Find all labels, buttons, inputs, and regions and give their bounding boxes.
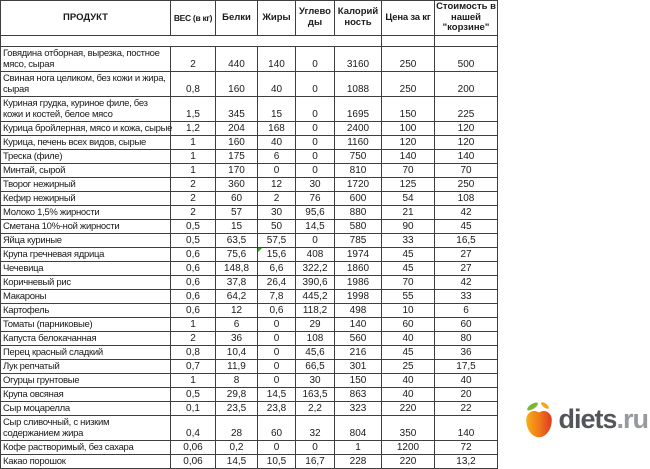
cell-protein: 170 [216, 163, 258, 177]
cell-cost: 27 [435, 261, 498, 275]
cell-protein: 29,8 [216, 387, 258, 401]
cell-weight: 0,6 [171, 261, 216, 275]
table-row [1, 373, 498, 387]
cell-protein: 75,6 [216, 247, 258, 261]
cell-fat: 40 [258, 71, 296, 96]
cell-calories: 750 [335, 149, 382, 163]
cell-protein: 148,8 [216, 261, 258, 275]
cell-product: Куриная грудка, куриное филе, без кожи и костей, белое мясо [1, 96, 171, 121]
logo-tld: .ru [616, 403, 648, 434]
cell-protein: 0,2 [216, 440, 258, 454]
cell-fat-with-error-marker-icon: 15,6 [258, 247, 296, 261]
cell-protein: 8 [216, 373, 258, 387]
cell-price: 70 [382, 275, 435, 289]
cell-fat: 0 [258, 373, 296, 387]
cell-protein: 57 [216, 205, 258, 219]
cell-product: Курица бройлерная, мясо и кожа, сырые [1, 121, 171, 135]
cell-cost: 27 [435, 247, 498, 261]
cell-product: Картофель [1, 303, 171, 317]
cell-weight: 0,6 [171, 289, 216, 303]
column-header-price: Цена за кг [382, 1, 435, 36]
cell-weight: 0,5 [171, 219, 216, 233]
cell-product: Сыр моцарелла [1, 401, 171, 415]
column-header-carbs: Углеводы [296, 1, 335, 36]
cell-carbs: 30 [296, 373, 335, 387]
header-row [1, 1, 498, 36]
cell-calories: 150 [335, 373, 382, 387]
cell-calories: 1088 [335, 71, 382, 96]
cell-weight: 2 [171, 46, 216, 71]
cell-weight: 0,6 [171, 303, 216, 317]
cell-fat: 0 [258, 440, 296, 454]
cell-weight: 0,6 [171, 275, 216, 289]
cell-price: 21 [382, 205, 435, 219]
cell-weight: 0,6 [171, 247, 216, 261]
cell-price: 125 [382, 177, 435, 191]
cell-fat: 0 [258, 317, 296, 331]
cell-weight: 0,5 [171, 233, 216, 247]
cell-price: 220 [382, 401, 435, 415]
cell-weight: 0,5 [171, 387, 216, 401]
cell-fat: 23,8 [258, 401, 296, 415]
cell-carbs: 408 [296, 247, 335, 261]
cell-fat: 50 [258, 219, 296, 233]
cell-cost: 108 [435, 191, 498, 205]
cell-cost: 60 [435, 317, 498, 331]
cell-calories: 216 [335, 345, 382, 359]
table-row [1, 454, 498, 468]
cell-fat: 0 [258, 331, 296, 345]
cell-carbs: 0 [296, 121, 335, 135]
cell-protein: 160 [216, 71, 258, 96]
column-header-cost: Стоимость в нашей "корзине" [436, 1, 496, 33]
cell-fat: 168 [258, 121, 296, 135]
table-row [1, 415, 498, 440]
column-header-product: ПРОДУКТ [1, 1, 171, 36]
cell-product: Говядина отборная, вырезка, постное мясо, сырая [1, 46, 171, 71]
cell-calories: 600 [335, 191, 382, 205]
cell-fat: 140 [258, 46, 296, 71]
cell-product: Сметана 10%-ной жирности [1, 219, 171, 233]
table-row [1, 275, 498, 289]
cell-carbs: 0 [296, 46, 335, 71]
cell-product: Сыр сливочный, с низким содержанием жира [1, 415, 171, 440]
table-body [1, 35, 498, 468]
table-row [1, 303, 498, 317]
cell-price: 33 [382, 233, 435, 247]
blank-row [1, 35, 498, 46]
cell-fat: 6 [258, 149, 296, 163]
cell-weight: 0,7 [171, 359, 216, 373]
table-row [1, 331, 498, 345]
cell-price: 90 [382, 219, 435, 233]
cell-price: 55 [382, 289, 435, 303]
cell-calories: 1986 [335, 275, 382, 289]
table-row [1, 247, 498, 261]
cell-price: 1200 [382, 440, 435, 454]
cell-carbs: 95,6 [296, 205, 335, 219]
cell-cost: 36 [435, 345, 498, 359]
cell-fat: 30 [258, 205, 296, 219]
table-row [1, 387, 498, 401]
cell-fat: 12 [258, 177, 296, 191]
cell-carbs: 118,2 [296, 303, 335, 317]
cell-product: Макароны [1, 289, 171, 303]
cell-product: Минтай, сырой [1, 163, 171, 177]
cell-cost: 33 [435, 289, 498, 303]
cell-carbs: 2,2 [296, 401, 335, 415]
cell-cost: 17,5 [435, 359, 498, 373]
cell-calories: 804 [335, 415, 382, 440]
cell-product: Курица, печень всех видов, сырые [1, 135, 171, 149]
cell-weight: 1 [171, 373, 216, 387]
cell-product: Молоко 1,5% жирности [1, 205, 171, 219]
cell-protein: 60 [216, 191, 258, 205]
cell-product: Томаты (парниковые) [1, 317, 171, 331]
cell-calories: 301 [335, 359, 382, 373]
cell-calories: 1860 [335, 261, 382, 275]
table-row [1, 163, 498, 177]
cell-protein: 63,5 [216, 233, 258, 247]
cell-cost: 20 [435, 387, 498, 401]
cell-protein: 345 [216, 96, 258, 121]
cell-cost: 500 [435, 46, 498, 71]
cell-fat: 26,4 [258, 275, 296, 289]
cell-carbs: 163,5 [296, 387, 335, 401]
cell-protein: 11,9 [216, 359, 258, 373]
cell-protein: 10,4 [216, 345, 258, 359]
cell-carbs: 0 [296, 96, 335, 121]
cell-carbs: 0 [296, 440, 335, 454]
cell-weight: 1 [171, 163, 216, 177]
cell-carbs: 322,2 [296, 261, 335, 275]
cell-product: Коричневый рис [1, 275, 171, 289]
cell-price: 40 [382, 373, 435, 387]
cell-carbs: 0 [296, 71, 335, 96]
cell-weight: 2 [171, 205, 216, 219]
cell-calories: 1695 [335, 96, 382, 121]
cell-cost: 22 [435, 401, 498, 415]
column-header-fat: Жиры [258, 1, 296, 36]
cell-fat: 60 [258, 415, 296, 440]
cell-cost: 140 [435, 415, 498, 440]
cell-cost: 42 [435, 275, 498, 289]
cell-carbs: 16,7 [296, 454, 335, 468]
cell-product: Чечевица [1, 261, 171, 275]
cell-price: 140 [382, 149, 435, 163]
diets-logo [521, 398, 648, 440]
cell-fat: 0 [258, 163, 296, 177]
cell-calories: 580 [335, 219, 382, 233]
cell-price: 250 [382, 46, 435, 71]
cell-price: 220 [382, 454, 435, 468]
cell-cost: 200 [435, 71, 498, 96]
column-header-weight: ВЕС (в кг) [171, 1, 216, 36]
cell-product: Перец красный сладкий [1, 345, 171, 359]
column-header-protein: Белки [216, 1, 258, 36]
cell-price: 45 [382, 261, 435, 275]
table-row [1, 177, 498, 191]
table-row [1, 191, 498, 205]
cell-product: Капуста белокачанная [1, 331, 171, 345]
table-row [1, 149, 498, 163]
cell-cost: 72 [435, 440, 498, 454]
cell-carbs: 14,5 [296, 219, 335, 233]
table-row [1, 96, 498, 121]
cell-weight: 1,2 [171, 121, 216, 135]
cell-price: 54 [382, 191, 435, 205]
apple-icon [521, 398, 557, 440]
cell-carbs: 108 [296, 331, 335, 345]
table-row [1, 233, 498, 247]
cell-weight: 1 [171, 317, 216, 331]
cell-calories: 560 [335, 331, 382, 345]
cell-fat: 14,5 [258, 387, 296, 401]
cell-weight: 0,06 [171, 440, 216, 454]
cell-product: Кофе растворимый, без сахара [1, 440, 171, 454]
table-row [1, 261, 498, 275]
cell-cost: 40 [435, 373, 498, 387]
table-row [1, 135, 498, 149]
cell-carbs: 76 [296, 191, 335, 205]
cell-calories: 1998 [335, 289, 382, 303]
cell-cost: 120 [435, 121, 498, 135]
table-row [1, 121, 498, 135]
cell-calories: 228 [335, 454, 382, 468]
cell-price: 150 [382, 96, 435, 121]
cell-cost: 13,2 [435, 454, 498, 468]
cell-calories: 1160 [335, 135, 382, 149]
cell-calories: 863 [335, 387, 382, 401]
cell-protein: 160 [216, 135, 258, 149]
cell-cost: 120 [435, 135, 498, 149]
logo-text [558, 404, 648, 435]
cell-weight: 2 [171, 177, 216, 191]
cell-fat: 57,5 [258, 233, 296, 247]
cell-weight: 2 [171, 191, 216, 205]
cell-protein: 440 [216, 46, 258, 71]
table-row [1, 317, 498, 331]
cell-cost: 45 [435, 219, 498, 233]
cell-protein: 14,5 [216, 454, 258, 468]
cell-weight: 1 [171, 149, 216, 163]
cell-calories: 2400 [335, 121, 382, 135]
logo-name: diets [558, 403, 617, 434]
cell-calories: 1 [335, 440, 382, 454]
cell-calories: 810 [335, 163, 382, 177]
cell-carbs: 0 [296, 233, 335, 247]
cell-weight: 0,8 [171, 71, 216, 96]
table-row [1, 289, 498, 303]
cell-price: 250 [382, 71, 435, 96]
cell-cost: 80 [435, 331, 498, 345]
table-row [1, 401, 498, 415]
cell-fat: 0 [258, 345, 296, 359]
cell-fat: 40 [258, 135, 296, 149]
cell-price: 40 [382, 387, 435, 401]
cell-protein: 12 [216, 303, 258, 317]
table-row [1, 359, 498, 373]
cell-price: 45 [382, 345, 435, 359]
cell-carbs: 45,6 [296, 345, 335, 359]
table-row [1, 345, 498, 359]
cell-product: Лук репчатый [1, 359, 171, 373]
cell-protein: 360 [216, 177, 258, 191]
cell-weight: 0,4 [171, 415, 216, 440]
cell-fat: 7,8 [258, 289, 296, 303]
cell-protein: 64,2 [216, 289, 258, 303]
cell-product: Огурцы грунтовые [1, 373, 171, 387]
cell-cost: 42 [435, 205, 498, 219]
cell-product: Какао порошок [1, 454, 171, 468]
cell-protein: 28 [216, 415, 258, 440]
table-row [1, 46, 498, 71]
cell-protein: 37,8 [216, 275, 258, 289]
cell-carbs: 390,6 [296, 275, 335, 289]
cell-weight: 0,1 [171, 401, 216, 415]
table-row [1, 440, 498, 454]
cell-carbs: 0 [296, 135, 335, 149]
cell-calories: 323 [335, 401, 382, 415]
cell-carbs: 30 [296, 177, 335, 191]
cell-fat: 10,5 [258, 454, 296, 468]
cell-calories: 880 [335, 205, 382, 219]
cell-product: Крупа овсяная [1, 387, 171, 401]
cell-calories: 498 [335, 303, 382, 317]
cell-price: 25 [382, 359, 435, 373]
cell-carbs: 29 [296, 317, 335, 331]
cell-protein: 6 [216, 317, 258, 331]
cell-protein: 23,5 [216, 401, 258, 415]
cell-weight: 0,8 [171, 345, 216, 359]
cell-protein: 36 [216, 331, 258, 345]
cell-price: 40 [382, 331, 435, 345]
cell-protein: 175 [216, 149, 258, 163]
cell-cost: 250 [435, 177, 498, 191]
blank-cell [435, 35, 498, 46]
cell-weight: 1 [171, 135, 216, 149]
cell-carbs: 0 [296, 149, 335, 163]
cell-carbs: 32 [296, 415, 335, 440]
table-row [1, 219, 498, 233]
cell-price: 350 [382, 415, 435, 440]
cell-weight: 2 [171, 331, 216, 345]
cell-calories: 3160 [335, 46, 382, 71]
cell-product: Треска (филе) [1, 149, 171, 163]
blank-cell [382, 35, 435, 46]
cell-cost: 6 [435, 303, 498, 317]
cell-cost: 16,5 [435, 233, 498, 247]
cell-price: 120 [382, 135, 435, 149]
cell-carbs: 445,2 [296, 289, 335, 303]
cell-product: Яйца куриные [1, 233, 171, 247]
cell-product: Творог нежирный [1, 177, 171, 191]
cell-fat: 0,6 [258, 303, 296, 317]
column-header-calories: Калорийность [335, 1, 382, 36]
table-row [1, 205, 498, 219]
table-row [1, 71, 498, 96]
cell-fat: 15 [258, 96, 296, 121]
cell-cost: 70 [435, 163, 498, 177]
cell-fat: 2 [258, 191, 296, 205]
cell-product: Свиная нога целиком, без кожи и жира, сырая [1, 71, 171, 96]
cell-price: 10 [382, 303, 435, 317]
cell-carbs: 66,5 [296, 359, 335, 373]
cell-fat: 6,6 [258, 261, 296, 275]
cell-carbs: 0 [296, 163, 335, 177]
cell-price: 100 [382, 121, 435, 135]
cell-protein: 15 [216, 219, 258, 233]
cell-weight: 0,06 [171, 454, 216, 468]
cell-calories: 140 [335, 317, 382, 331]
cell-weight: 1,5 [171, 96, 216, 121]
cell-protein: 204 [216, 121, 258, 135]
cell-cost: 140 [435, 149, 498, 163]
cell-fat: 0 [258, 359, 296, 373]
cell-price: 60 [382, 317, 435, 331]
blank-cell [1, 35, 382, 46]
cell-price: 45 [382, 247, 435, 261]
cell-cost: 225 [435, 96, 498, 121]
cell-calories: 1974 [335, 247, 382, 261]
cell-product: Кефир нежирный [1, 191, 171, 205]
cell-price: 70 [382, 163, 435, 177]
cell-product: Крупа гречневая ядрица [1, 247, 171, 261]
cell-calories: 785 [335, 233, 382, 247]
cell-calories: 1720 [335, 177, 382, 191]
